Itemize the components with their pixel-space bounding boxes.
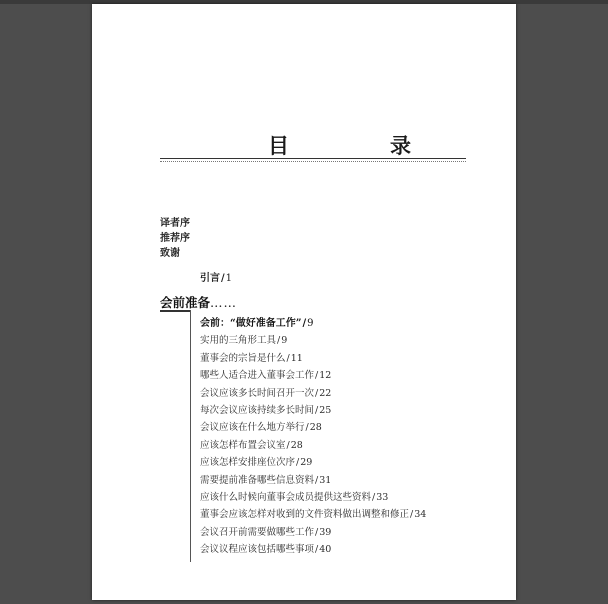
- front-matter-item: 推荐序: [160, 233, 190, 244]
- toc-entry-label: 董事会应该怎样对收到的文件资料做出调整和修正: [200, 509, 410, 521]
- toc-entry-label: 每次会议应该持续多长时间: [200, 405, 315, 417]
- toc-entry: [200, 489, 426, 506]
- toc-entry: [200, 419, 426, 436]
- front-matter-list: [160, 216, 190, 261]
- page-separator: /: [277, 335, 281, 347]
- toc-entry-label: 应该怎样布置会议室: [200, 439, 286, 451]
- toc-entry-label: 应该什么时候向董事会成员提供这些资料: [200, 492, 372, 504]
- front-matter-item: 译者序: [160, 218, 190, 229]
- intro-label: 引言: [200, 273, 220, 284]
- page-separator: /: [296, 457, 300, 469]
- intro-page: 1: [225, 273, 233, 284]
- toc-entry-label: 会议召开前需要做哪些工作: [200, 526, 315, 538]
- toc-entry-page: 29: [300, 457, 313, 469]
- toc-entry-page: 31: [319, 474, 332, 486]
- toc-entry-label: 应该怎样安排座位次序: [200, 457, 296, 469]
- toc-entry: [200, 385, 426, 402]
- title-rule: [160, 158, 466, 162]
- toc-entry-page: 39: [319, 526, 332, 538]
- toc-entry-page: 25: [319, 405, 332, 417]
- toc-entry: [200, 506, 426, 523]
- toc-entry-label: 需要提前准备哪些信息资料: [200, 474, 315, 486]
- page-separator: /: [286, 352, 290, 364]
- page-separator: /: [302, 318, 307, 329]
- page-title: 目 录: [268, 133, 451, 158]
- toc-entry-page: 12: [319, 370, 332, 382]
- toc-entry: [200, 315, 426, 332]
- section-title: 会前准备: [160, 295, 211, 310]
- section-vertical-rule: [190, 310, 191, 562]
- toc-entry-page: 9: [307, 318, 314, 329]
- toc-list: [200, 315, 426, 559]
- toc-entry-label: 实用的三角形工具: [200, 335, 277, 347]
- toc-entry: [200, 332, 426, 349]
- document-page: [92, 4, 516, 600]
- page-separator: /: [315, 405, 319, 417]
- toc-entry-label: 会前：“做好准备工作”: [200, 318, 302, 329]
- toc-entry: [200, 350, 426, 367]
- toc-entry: [200, 437, 426, 454]
- toc-entry-label: 会议议程应该包括哪些事项: [200, 544, 315, 556]
- toc-entry-page: 28: [290, 439, 303, 451]
- toc-entry-page: 33: [376, 492, 389, 504]
- front-matter-item: 致谢: [160, 248, 180, 259]
- page-separator: /: [315, 387, 319, 399]
- toc-entry-label: 董事会的宗旨是什么: [200, 352, 286, 364]
- page-separator: /: [221, 273, 225, 284]
- toc-entry-label: 会议应该多长时间召开一次: [200, 387, 315, 399]
- intro-entry: [200, 269, 232, 284]
- toc-entry-label: 会议应该在什么地方举行: [200, 422, 305, 434]
- page-separator: /: [305, 422, 309, 434]
- page-separator: /: [286, 439, 290, 451]
- toc-entry: [200, 541, 426, 558]
- toc-entry: [200, 524, 426, 541]
- section-underline: [160, 310, 190, 312]
- toc-entry-page: 9: [281, 335, 288, 347]
- toc-entry-label: 哪些人适合进入董事会工作: [200, 370, 315, 382]
- section-dots: ……: [210, 295, 238, 310]
- page-separator: /: [315, 474, 319, 486]
- toc-entry: [200, 454, 426, 471]
- toc-entry: [200, 472, 426, 489]
- section-heading: [160, 293, 237, 311]
- page-separator: /: [315, 526, 319, 538]
- toc-entry: [200, 402, 426, 419]
- toc-entry-page: 40: [319, 544, 332, 556]
- toc-entry-page: 34: [414, 509, 427, 521]
- toc-entry-page: 28: [309, 422, 322, 434]
- page-separator: /: [372, 492, 376, 504]
- page-separator: /: [315, 370, 319, 382]
- page-separator: /: [410, 509, 414, 521]
- toc-entry-page: 11: [290, 352, 303, 364]
- page-separator: /: [315, 544, 319, 556]
- toc-entry-page: 22: [319, 387, 332, 399]
- toc-entry: [200, 367, 426, 384]
